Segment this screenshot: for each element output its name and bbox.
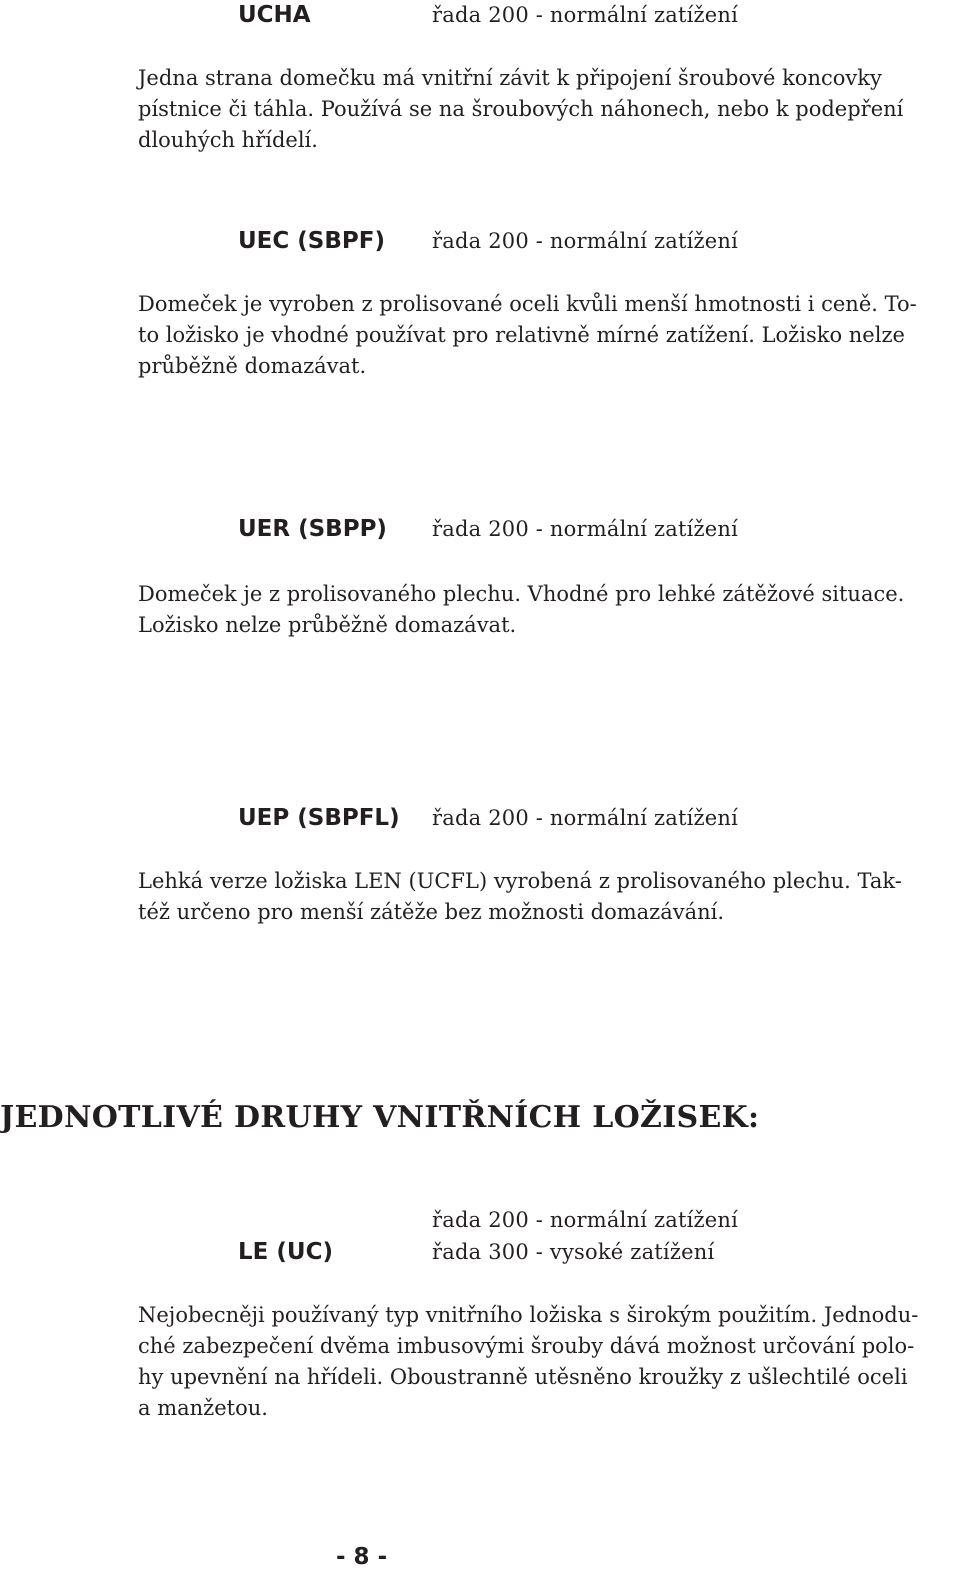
section-description-uec	[138, 289, 938, 382]
section-code-uer: UER (SBPP)	[238, 516, 387, 542]
section-series-ucha: řada 200 - normální zatížení	[432, 3, 739, 27]
description-line: hy upevnění na hřídeli. Oboustranně utěsněno kroužky z ušlechtilé oceli	[138, 1365, 908, 1389]
inner-series-300: řada 300 - vysoké zatížení	[432, 1240, 715, 1264]
inner-description	[138, 1300, 938, 1424]
section-code-uec: UEC (SBPF)	[238, 228, 385, 254]
description-line: Domeček je vyroben z prolisované oceli kvůli menší hmotnosti i ceně. To-	[138, 292, 917, 316]
description-line: Lehká verze ložiska LEN (UCFL) vyrobená z prolisovaného plechu. Tak-	[138, 869, 902, 893]
section-heading: JEDNOTLIVÉ DRUHY VNITŘNÍCH LOŽISEK:	[0, 1100, 760, 1135]
section-series-uec: řada 200 - normální zatížení	[432, 229, 739, 253]
description-line: Jedna strana domečku má vnitřní závit k připojení šroubové koncovky	[138, 66, 882, 90]
description-line: pístnice či táhla. Používá se na šroubových náhonech, nebo k podepření	[138, 97, 904, 121]
section-description-uer	[138, 579, 938, 641]
section-series-uep: řada 200 - normální zatížení	[432, 806, 739, 830]
description-line: to ložisko je vhodné používat pro relativně mírné zatížení. Ložisko nelze	[138, 323, 905, 347]
section-code-uep: UEP (SBPFL)	[238, 805, 400, 831]
inner-series-200: řada 200 - normální zatížení	[432, 1208, 739, 1232]
description-line: Ložisko nelze průběžně domazávat.	[138, 613, 517, 637]
section-description-ucha	[138, 63, 938, 156]
description-line: Nejobecněji používaný typ vnitřního ložiska s širokým použitím. Jednodu-	[138, 1303, 919, 1327]
description-line: Domeček je z prolisovaného plechu. Vhodné pro lehké zátěžové situace.	[138, 582, 905, 606]
section-description-uep	[138, 866, 938, 928]
section-series-uer: řada 200 - normální zatížení	[432, 517, 739, 541]
inner-code-le: LE (UC)	[238, 1239, 333, 1265]
description-line: ché zabezpečení dvěma imbusovými šrouby dává možnost určování polo-	[138, 1334, 915, 1358]
section-code-ucha: UCHA	[238, 2, 311, 28]
description-line: a manžetou.	[138, 1396, 268, 1420]
page-number: - 8 -	[336, 1544, 388, 1570]
description-line: průběžně domazávat.	[138, 354, 367, 378]
description-line: též určeno pro menší zátěže bez možnosti domazávání.	[138, 900, 725, 924]
description-line: dlouhých hřídelí.	[138, 128, 318, 152]
